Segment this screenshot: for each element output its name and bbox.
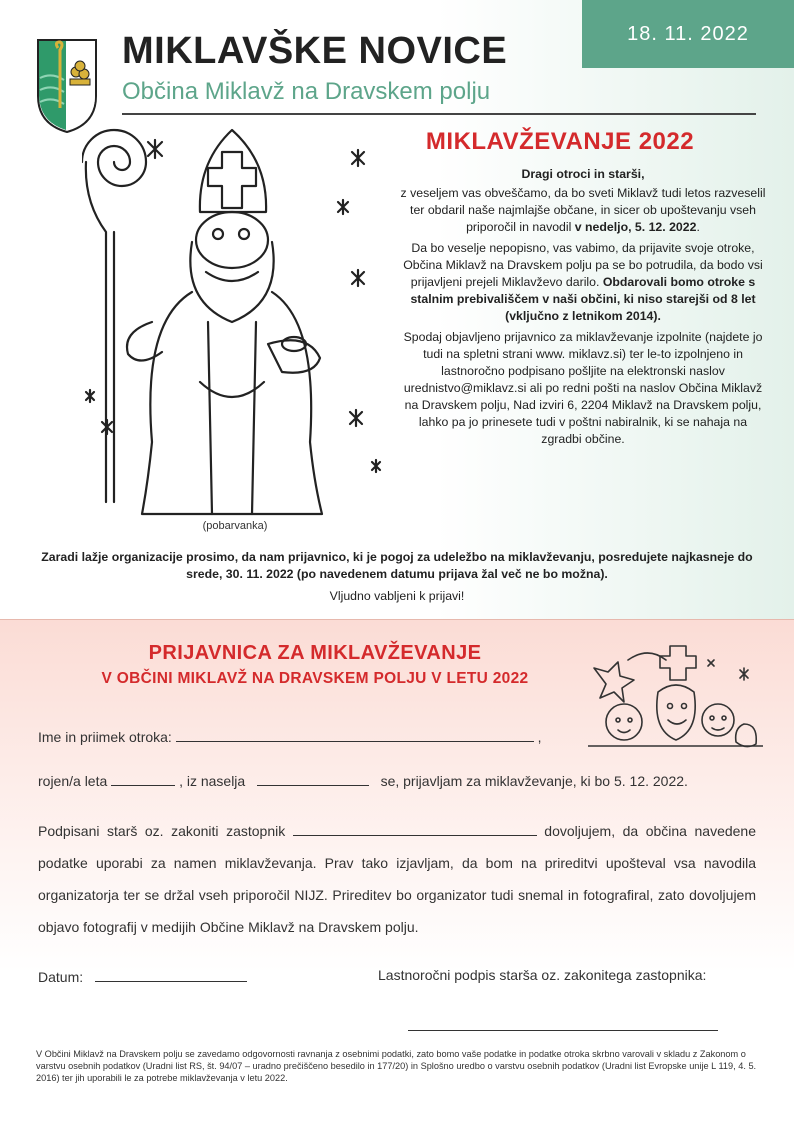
registration-text: se, prijavljam za miklavževanje, ki bo 5. 12. 2022. [380,773,688,789]
issue-date: 18. 11. 2022 [627,22,749,45]
parent-name-field[interactable] [293,821,537,836]
date-field[interactable] [95,967,247,982]
birth-settlement-row [38,771,688,789]
masthead-rule [122,113,756,115]
saint-nicholas-coloring-illustration [82,122,392,522]
settlement-label: , iz naselja [179,773,246,789]
data-protection-notice: V Občini Miklavž na Dravskem polju se zavedamo odgovornosti ravnanja z osebnimi podatki, zato bomo vaše podatke in podatke otroka skrbno varovali v skladu z Zakonom o varstvu osebnih podatkov (Uradni list RS, št. 94/07 – uradno prečiščeno besedilo in 177/20) in Splošno uredbo o varstvu osebnih podatkov (Uradni list Evropske unije L 119, 4. 5. 2016) ter jih uporabili le za potrebe miklavževanja v letu 2022. [36,1049,757,1083]
consent-text: dovoljujem, da občina navedene podatke uporabi za namen miklavževanja. Prav tako izjavljam, da bom na prireditvi upošteval vsa navodila organizatorja ter se držal vseh priporočil NIJZ. Prireditev bo organizator tudi snemal in fotografiral, zato dovoljujem objavo fotografij v medijih Občine Miklavž na Dravskem polju. [38,823,757,935]
form-subtitle: V OBČINI MIKLAVŽ NA DRAVSKEM POLJU V LETU 2022 [101,670,529,687]
child-name-field[interactable] [176,727,534,742]
article-paragraph-1: z veseljem vas obveščamo, da bo sveti Miklavž tudi letos razveselil ter obdaril naše najmlajše občane, in sicer ob upoštevanju vseh priporočil in navodil v nedeljo, 5. 12. 2022. [400,186,766,234]
illustration-caption: (pobarvanka) [202,520,268,532]
section-divider [0,619,794,620]
children-with-saint-illustration [588,640,763,750]
article-body [400,166,766,452]
article-paragraph-3: Spodaj objavljeno prijavnico za miklavževanje izpolnite (najdete jo tudi na spletni strani www. miklavz.si) ter le-to izpolnjeno in lastnoročno podpisano pošljite na elektronski naslov urednistvo@miklavz.si ali po redni pošti na naslov Občina Miklavž na Dravskem polju, Nad izviri 6, 2204 Miklavž na Dravskem polju, lahko pa jo prinesete tudi v poštni nabiralnik, ki se nahaja na zgradbi občine. [403,330,763,446]
form-title: PRIJAVNICA ZA MIKLAVŽEVANJE [148,642,482,664]
article-greeting: Dragi otroci in starši, [521,167,645,181]
newsletter-title: MIKLAVŠKE NOVICE [122,30,508,72]
date-row [38,967,247,985]
signature-label: Lastnoročni podpis starša oz. zakonitega zastopnika: [378,967,707,983]
issue-date-badge [582,0,794,68]
parent-label: Podpisani starš oz. zakoniti zastopnik [38,823,286,839]
newsletter-subtitle: Občina Miklavž na Dravskem polju [122,78,491,105]
article-title: MIKLAVŽEVANJE 2022 [425,128,695,155]
deadline-notice: Zaradi lažje organizacije prosimo, da nam prijavnico, ki je pogoj za udeležbo na miklavževanju, posredujete najkasneje do srede, 30. 11. 2022 (po navedenem datumu prijava žal več ne bo možna). [41,550,753,581]
child-name-row: Ime in priimek otroka: , [38,729,542,745]
child-name-label: Ime in priimek otroka: [38,729,172,745]
parental-consent-text [38,815,756,943]
birth-year-label: rojen/a leta [38,773,108,789]
date-label: Datum: [38,969,84,985]
article-paragraph-2: Da bo veselje nepopisno, vas vabimo, da prijavite svoje otroke, Občina Miklavž na Dravskem polju pa se bo potrudila, da bodo vsi prijavljeni prejeli Miklavževo darilo. Obdarovali bomo otroke s stalnim prebivališčem v naši občini, ki niso starejši od 8 let (vključno z letnikom 2014). [403,241,763,323]
birth-year-field[interactable] [111,771,175,786]
eligibility-note: Obdarovali bomo otroke s stalnim prebivališčem v naši občini, ki niso starejši od 8 let (vključno z letnikom 2014). [410,275,756,323]
event-date: v nedeljo, 5. 12. 2022 [574,220,697,234]
municipality-crest-icon [36,38,98,134]
invitation-text: Vljudno vabljeni k prijavi! [329,589,465,603]
settlement-field[interactable] [257,771,369,786]
signature-field[interactable] [408,1030,718,1031]
